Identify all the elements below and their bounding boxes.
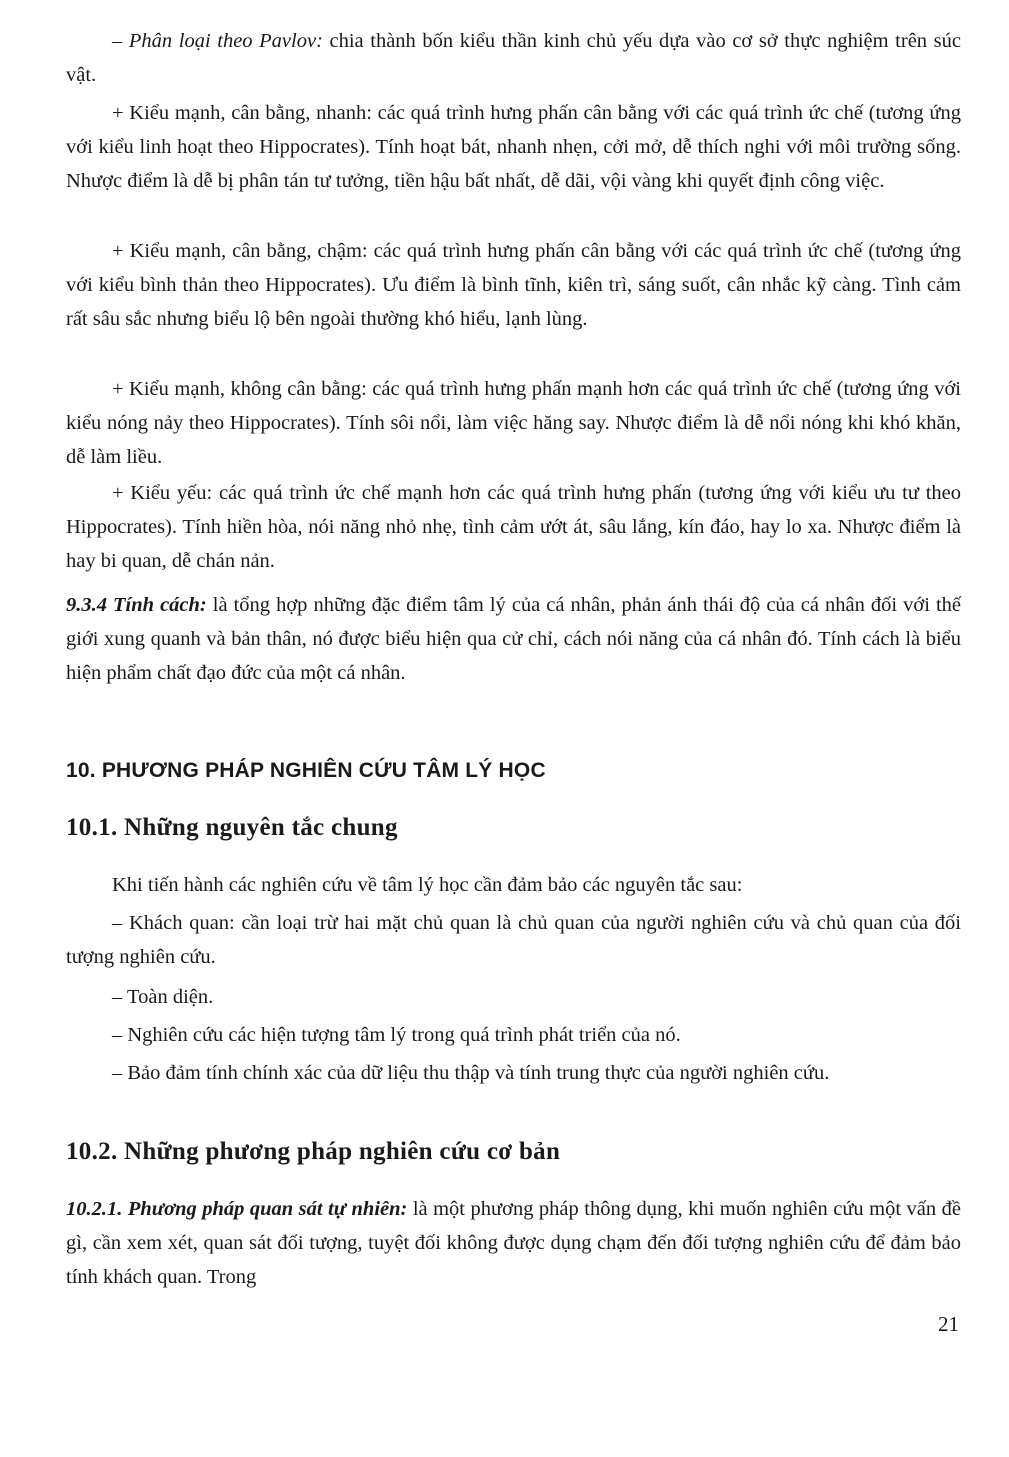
principle-objective: – Khách quan: cần loại trừ hai mặt chủ quan là chủ quan của người nghiên cứu và chủ quan của đối tượng nghiên cứu.	[66, 912, 961, 968]
observation-text: là một phương pháp thông dụng, khi muốn nghiên cứu một vấn đề gì, cần xem xét, quan sát đối tượng, tuyệt đối không được dụng chạm đến đối tượng nghiên cứu để đảm bảo tính khách quan. Trong	[66, 1198, 961, 1288]
type-weak: + Kiểu yếu: các quá trình ức chế mạnh hơn các quá trình hưng phấn (tương ứng với kiểu ưu tư theo Hippocrates). Tính hiền hòa, nói năng nhỏ nhẹ, tình cảm ướt át, sâu lắng, kín đáo, hay lo xa. Nhược điểm là hay bi quan, dễ chán nản.	[66, 482, 961, 572]
section-heading-10-1: 10.1. Những nguyên tắc chung	[66, 814, 398, 841]
pavlov-text: chia thành bốn kiểu thần kinh chủ yếu dựa vào cơ sở thực nghiệm trên súc vật.	[66, 30, 961, 86]
page-number: 21	[938, 1312, 959, 1336]
observation-paragraph	[66, 1192, 961, 1294]
character-paragraph	[66, 588, 961, 690]
character-text: là tổng hợp những đặc điểm tâm lý của cá nhân, phản ánh thái độ của cá nhân đối với thế giới xung quanh và bản thân, nó được biểu hiện qua cử chỉ, cách nói năng của cá nhân đó. Tính cách là biểu hiện phẩm chất đạo đức của một cá nhân.	[66, 594, 961, 684]
pavlov-label: – Phân loại theo Pavlov:	[112, 30, 323, 52]
pavlov-paragraph	[66, 24, 961, 92]
type-strong-unbalanced: + Kiểu mạnh, không cân bằng: các quá trình hưng phấn mạnh hơn các quá trình ức chế (tương ứng với kiểu nóng nảy theo Hippocrates). Tính sôi nổi, làm việc hăng say. Nhược điểm là dễ nổi nóng khi khó khăn, dễ làm liều.	[66, 378, 961, 468]
principle-accuracy: – Bảo đảm tính chính xác của dữ liệu thu thập và tính trung thực của người nghiên cứu.	[112, 1062, 830, 1084]
type-strong-balanced-fast: + Kiểu mạnh, cân bằng, nhanh: các quá trình hưng phấn cân bằng với các quá trình ức chế (tương ứng với kiểu linh hoạt theo Hippocrates). Tính hoạt bát, nhanh nhẹn, cởi mở, dễ thích nghi với môi trường sống. Nhược điểm là dễ bị phân tán tư tưởng, tiền hậu bất nhất, dễ dãi, vội vàng khi quyết định công việc.	[66, 102, 961, 192]
type-strong-balanced-slow: + Kiểu mạnh, cân bằng, chậm: các quá trình hưng phấn cân bằng với các quá trình ức chế (tương ứng với kiểu bình thản theo Hippocrates). Ưu điểm là bình tĩnh, kiên trì, sáng suốt, cân nhắc kỹ càng. Tình cảm rất sâu sắc nhưng biểu lộ bên ngoài thường khó hiểu, lạnh lùng.	[66, 240, 961, 330]
observation-label: 10.2.1. Phương pháp quan sát tự nhiên:	[66, 1198, 408, 1220]
section-heading-10: 10. PHƯƠNG PHÁP NGHIÊN CỨU TÂM LÝ HỌC	[66, 759, 546, 782]
principle-development: – Nghiên cứu các hiện tượng tâm lý trong quá trình phát triển của nó.	[112, 1024, 681, 1046]
character-label: 9.3.4 Tính cách:	[66, 594, 207, 616]
principle-comprehensive: – Toàn diện.	[112, 986, 214, 1008]
section-heading-10-2: 10.2. Những phương pháp nghiên cứu cơ bản	[66, 1138, 561, 1165]
principles-intro: Khi tiến hành các nghiên cứu về tâm lý học cần đảm bảo các nguyên tắc sau:	[112, 874, 743, 896]
